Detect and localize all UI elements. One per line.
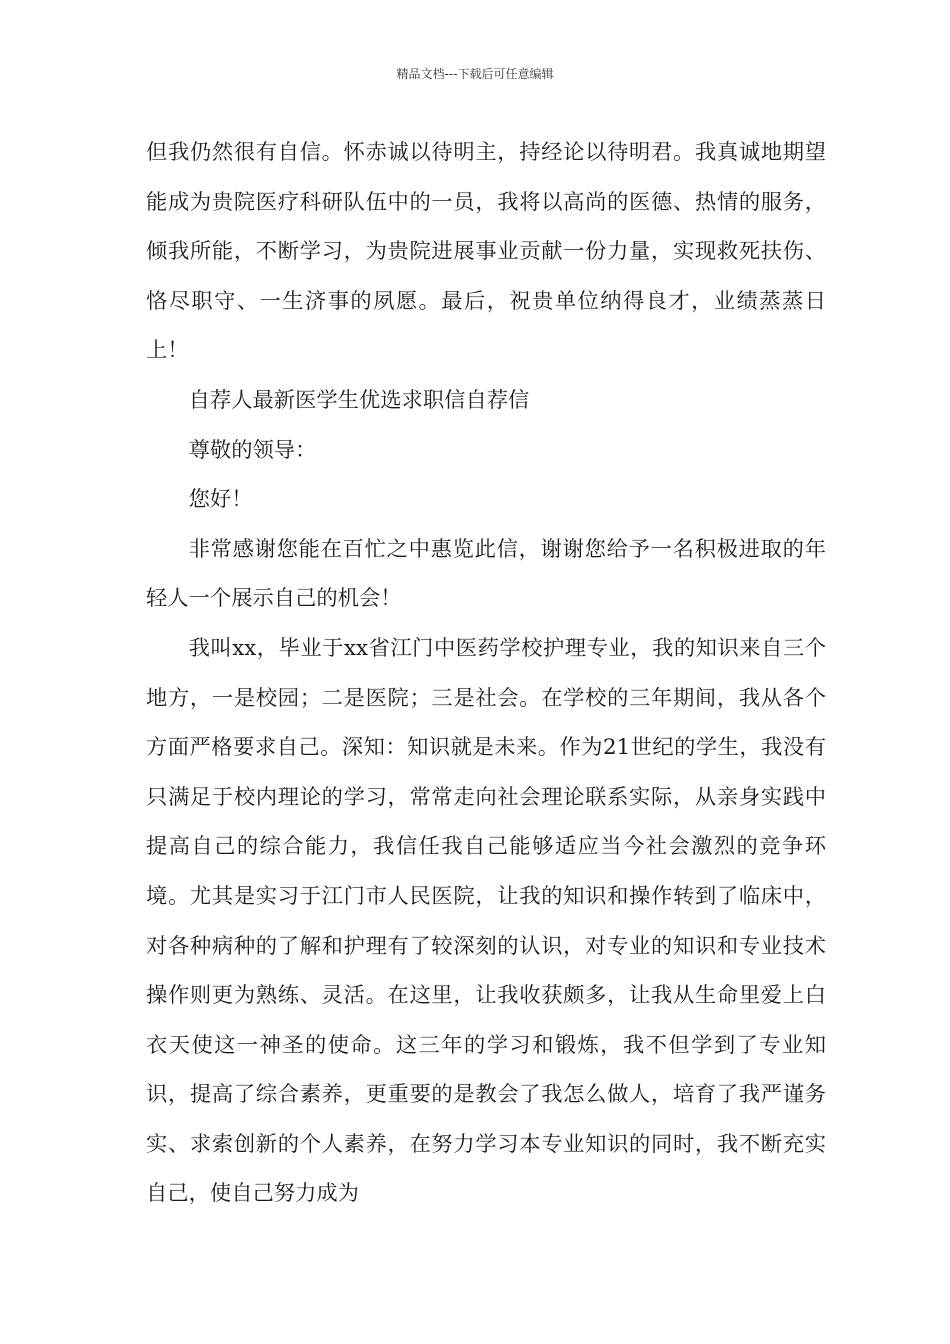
paragraph-salutation: 尊敬的领导： — [188, 437, 317, 463]
paragraph-greeting: 您好！ — [188, 487, 253, 513]
paragraph-thanks: 非常感谢您能在百忙之中惠览此信，谢谢您给予一名积极进取的年轻人一个展示自己的机会！ — [146, 536, 826, 612]
document-body — [146, 128, 826, 1219]
paragraph-closing-continuation: 但我仍然很有自信。怀赤诚以待明主，持经论以待明君。我真诚地期望能成为贵院医疗科研队伍中的一员，我将以高尚的医德、热情的服务，倾我所能，不断学习，为贵院进展事业贡献一份力量，实现救死扶伤、恪尽职守、一生济事的夙愿。最后，祝贵单位纳得良才，业绩蒸蒸日上！ — [146, 140, 826, 364]
paragraph-introduction: 我叫xx，毕业于xx省江门中医药学校护理专业，我的知识来自三个地方，一是校园；二是医院；三是社会。在学校的三年期间，我从各个方面严格要求自己。深知：知识就是未来。作为21世纪的学生，我没有只满足于校内理论的学习，常常走向社会理论联系实际，从亲身实践中提高自己的综合能力，我信任我自己能够适应当今社会激烈的竞争环境。尤其是实习于江门市人民医院，让我的知识和操作转到了临床中，对各种病种的了解和护理有了较深刻的认识，对专业的知识和专业技术操作则更为熟练、灵活。在这里，让我收获颇多，让我从生命里爱上白衣天使这一神圣的使命。这三年的学习和锻炼，我不但学到了专业知识，提高了综合素养，更重要的是教会了我怎么做人，培育了我严谨务实、求索创新的个人素养，在努力学习本专业知识的同时，我不断充实自己，使自己努力成为 — [146, 635, 826, 1207]
page-header: 精品文档---下载后可任意编辑 — [396, 67, 554, 81]
paragraph-title: 自荐人最新医学生优选求职信自荐信 — [188, 387, 530, 413]
